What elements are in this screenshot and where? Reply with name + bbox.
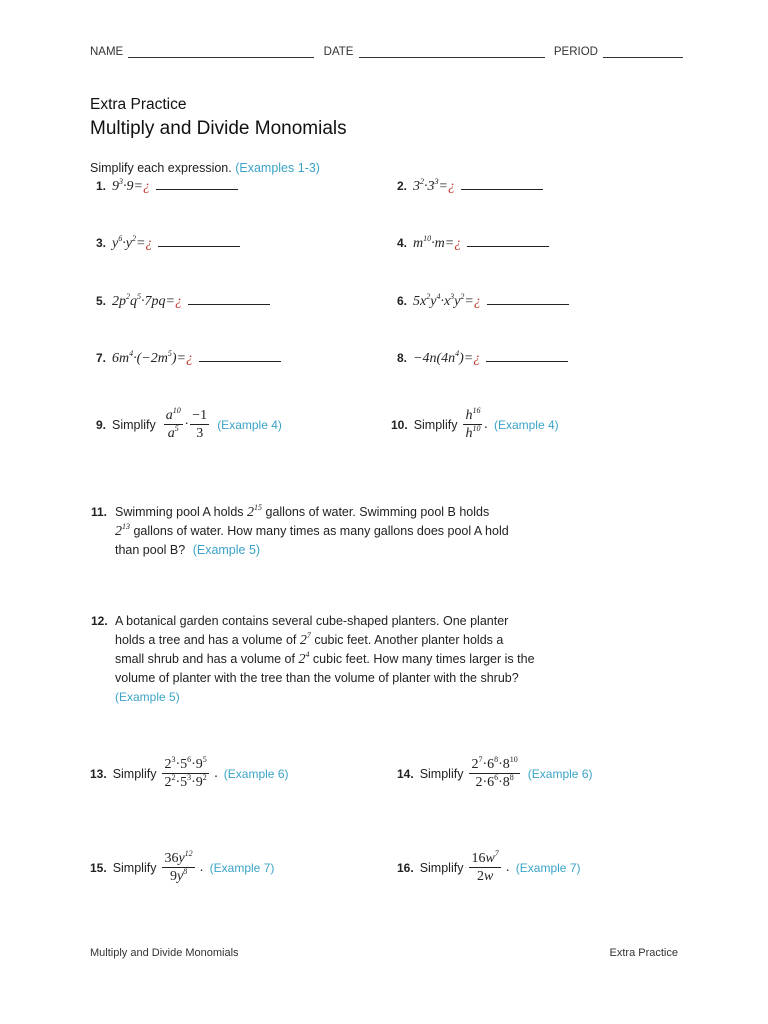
- problem-number: 10.: [391, 417, 408, 432]
- answer-blank[interactable]: [158, 238, 240, 247]
- expression: $\frac{a^{10}}{a^5}$ · $\frac{-1}{3}$: [165, 406, 208, 441]
- footer-left: Multiply and Divide Monomials: [90, 947, 239, 959]
- problem-number: 4.: [397, 236, 408, 250]
- instructions: [90, 161, 320, 175]
- problem-number: 6.: [397, 294, 408, 308]
- problem-text: gallons of water. How many times as many gallons does pool A hold: [130, 524, 509, 538]
- expression: $m^{10}\cdot m=¿$: [413, 234, 462, 251]
- problem-number: 13.: [90, 766, 107, 781]
- answer-blank[interactable]: [199, 353, 281, 362]
- problem-1: [96, 179, 238, 195]
- name-label: NAME: [90, 46, 124, 58]
- problem-text: small shrub and has a volume of: [115, 652, 299, 666]
- problem-number: 8.: [397, 351, 408, 365]
- placeholder-glyph: ¿: [454, 236, 462, 251]
- problem-7: [96, 351, 281, 367]
- answer-blank[interactable]: [486, 353, 568, 362]
- name-blank[interactable]: [128, 46, 314, 58]
- problem-number: 12.: [91, 614, 108, 628]
- problem-14: [397, 757, 592, 790]
- problem-number: 15.: [90, 860, 107, 875]
- footer-right: Extra Practice: [609, 947, 678, 959]
- simplify-label: Simplify: [112, 766, 157, 781]
- problem-number: 7.: [96, 351, 107, 365]
- date-label: DATE: [323, 46, 354, 58]
- problem-number: 3.: [96, 236, 107, 250]
- simplify-label: Simplify: [112, 860, 157, 875]
- answer-blank[interactable]: [487, 296, 569, 305]
- expression: $9^3\cdot 9=¿$: [112, 177, 150, 194]
- simplify-label: Simplify: [112, 417, 156, 432]
- problem-16: [397, 851, 580, 884]
- problem-4: [397, 236, 549, 252]
- expression: $3^2\cdot 3^3=¿$: [413, 177, 455, 194]
- problem-text: Swimming pool A holds: [115, 505, 248, 519]
- expression: $\frac{2^3\cdot 5^6\cdot 9^5}{2^2\cdot 5^3\cdot 9^2}$ .: [164, 755, 218, 790]
- answer-blank[interactable]: [461, 181, 543, 190]
- expression: $2p^2q^5\cdot 7pq=¿$: [112, 292, 182, 309]
- problem-text: A botanical garden contains several cube-shaped planters. One planter: [115, 614, 509, 628]
- problem-number: 14.: [397, 766, 414, 781]
- worksheet-title: Multiply and Divide Monomials: [90, 118, 347, 139]
- expression: $\frac{36y^{12}}{9y^8}$ .: [164, 849, 204, 884]
- problem-10: [391, 408, 559, 441]
- problem-text: cubic feet. How many times larger is the: [309, 652, 535, 666]
- answer-blank[interactable]: [156, 181, 238, 190]
- example-ref: (Example 4): [217, 417, 282, 432]
- placeholder-glyph: ¿: [185, 351, 193, 366]
- student-info-header: [90, 46, 689, 58]
- problem-number: 9.: [96, 417, 107, 432]
- simplify-label: Simplify: [419, 766, 464, 781]
- problem-text: than pool B?: [115, 543, 186, 557]
- expression: $\frac{h^{16}}{h^{10}}$ .: [465, 406, 488, 441]
- expression: $6m^4\cdot(-2m^5)=¿$: [112, 349, 193, 366]
- problem-number: 5.: [96, 294, 107, 308]
- problem-text: gallons of water. Swimming pool B holds: [262, 505, 490, 519]
- problem-13: [90, 757, 288, 790]
- date-blank[interactable]: [359, 46, 545, 58]
- problem-12: 12. A botanical garden contains several cube-shaped planters. One planter holds a tree and has a volume of $2^7$ cubic feet. Another planter holds a small shrub and has a volume of $2^4$ cubic feet. How many times larger is the volume of planter with the tree than the volume of planter with the shrub? (Example 5): [115, 612, 555, 707]
- problem-11: 11. Swimming pool A holds $2^{15}$ gallons of water. Swimming pool B holds $2^{13}$ gallons of water. How many times as many gallons does pool A hold than pool B? (Example 5): [91, 503, 509, 557]
- problem-3: [96, 236, 240, 252]
- answer-blank[interactable]: [467, 238, 549, 247]
- period-blank[interactable]: [603, 46, 683, 58]
- expression: $\frac{16w^7}{2w}$ .: [471, 849, 510, 884]
- worksheet-subtitle: Extra Practice: [90, 96, 187, 113]
- simplify-label: Simplify: [413, 417, 458, 432]
- problem-6: [397, 294, 569, 310]
- example-ref: (Example 6): [527, 766, 593, 781]
- problem-text: cubic feet. Another planter holds a: [310, 633, 504, 647]
- example-ref: (Example 7): [515, 860, 581, 875]
- problem-2: [397, 179, 543, 195]
- period-label: PERIOD: [553, 46, 598, 58]
- placeholder-glyph: ¿: [473, 294, 481, 309]
- problem-number: 11.: [91, 505, 108, 519]
- problem-text: holds a tree and has a volume of: [115, 633, 300, 647]
- expression: $\frac{2^7\cdot 6^8\cdot 8^{10}}{2\cdot 6^6\cdot 8^8}$: [471, 755, 518, 790]
- expression: $5x^2y^4\cdot x^3y^2=¿$: [413, 292, 481, 309]
- placeholder-glyph: ¿: [174, 294, 182, 309]
- placeholder-glyph: ¿: [447, 179, 455, 194]
- expression: $-4n(4n^4)=¿$: [413, 349, 481, 366]
- example-ref: (Example 4): [493, 417, 559, 432]
- expression: $y^6\cdot y^2=¿$: [112, 234, 153, 251]
- problem-5: [96, 294, 270, 310]
- problem-text: volume of planter with the tree than the volume of planter with the shrub?: [115, 671, 519, 685]
- problem-15: [90, 851, 274, 884]
- simplify-label: Simplify: [419, 860, 464, 875]
- instruction-example-ref: (Examples 1-3): [235, 161, 320, 175]
- example-ref: (Example 5): [192, 543, 261, 557]
- problem-number: 16.: [397, 860, 414, 875]
- example-ref: (Example 6): [223, 766, 289, 781]
- placeholder-glyph: ¿: [145, 236, 153, 251]
- problem-9: [96, 408, 282, 441]
- problem-number: 2.: [397, 179, 408, 193]
- problem-8: [397, 351, 568, 367]
- problem-number: 1.: [96, 179, 107, 193]
- placeholder-glyph: ¿: [473, 351, 481, 366]
- placeholder-glyph: ¿: [142, 179, 150, 194]
- example-ref: (Example 5): [115, 690, 180, 704]
- example-ref: (Example 7): [209, 860, 275, 875]
- answer-blank[interactable]: [188, 296, 270, 305]
- instruction-text: Simplify each expression.: [90, 161, 232, 175]
